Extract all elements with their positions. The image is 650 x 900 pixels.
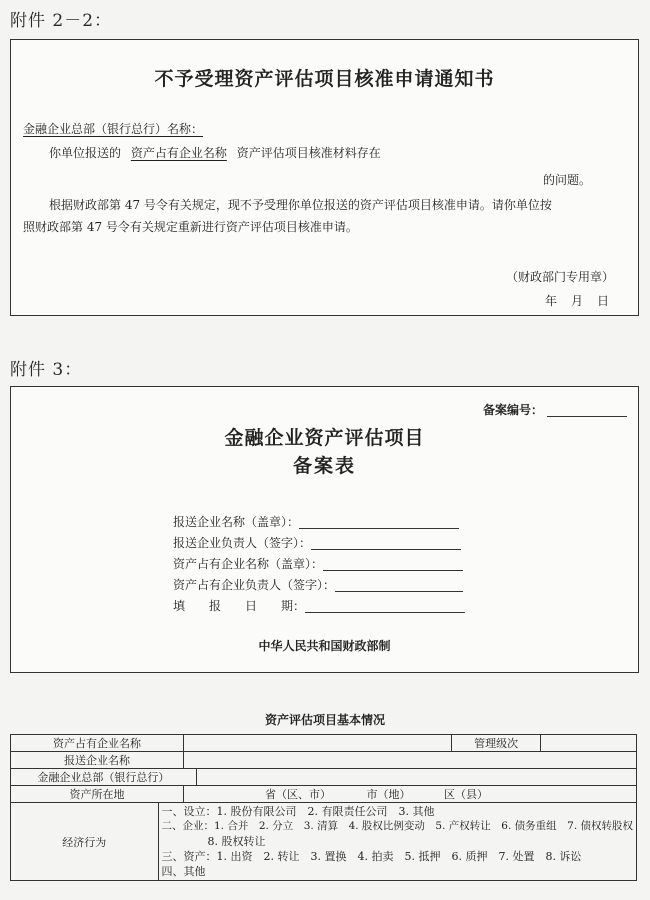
record-cover-box: [10, 386, 639, 673]
province-label: 省（区、市）: [265, 788, 331, 801]
issuer: 中华人民共和国财政部制: [258, 639, 391, 653]
county-label: 区（县）: [444, 788, 488, 801]
field-fill-date: [173, 599, 465, 613]
body-line-2: 的问题。: [543, 173, 592, 187]
hq-name-cell[interactable]: [196, 769, 636, 786]
field-submitter-name: [173, 515, 459, 529]
body-line-1-suffix: 资产评估项目核准材料存在: [236, 146, 381, 160]
field-label: 资产占有企业负责人（签字）：: [173, 578, 336, 592]
record-number: [483, 403, 627, 417]
row-label: 报送企业名称: [11, 752, 184, 769]
holder-name-cell[interactable]: [184, 735, 452, 752]
field-holder-head: [173, 578, 463, 592]
city-label: 市（地）: [366, 788, 411, 801]
body-para2-line1: 根据财政部第 47 号令有关规定，现不予受理你单位报送的资产评估项目核准申请。请你单位按: [49, 198, 552, 212]
field-label: 填 报 日 期：: [173, 599, 306, 613]
field-submitter-head: [173, 536, 461, 550]
official-seal-text: （财政部门专用章）: [506, 270, 615, 284]
row-label: 经济行为: [11, 803, 159, 881]
econ-line-other: 四、其他: [161, 865, 206, 878]
econ-line-setup: 一、设立：1. 股份有限公司 2. 有限责任公司 3. 其他: [161, 805, 435, 818]
notice-box: [10, 39, 639, 316]
field-label: 报送企业名称（盖章）：: [173, 515, 300, 529]
notice-title: 不予受理资产评估项目核准申请通知书: [154, 68, 495, 90]
field-label: 报送企业负责人（签字）：: [173, 536, 312, 550]
submitter-name-cell[interactable]: [184, 752, 637, 769]
record-title-line2: 备案表: [292, 455, 356, 477]
econ-line-asset: 三、资产：1. 出资 2. 转让 3. 置换 4. 拍卖 5. 抵押 6. 质押 7. 处置 8. 诉讼: [161, 850, 582, 863]
econ-line-enterprise-cont: 8. 股权转让: [207, 835, 266, 848]
field-holder-name: [173, 557, 463, 571]
record-number-label: 备案编号：: [483, 403, 544, 417]
body-line-1: [49, 146, 381, 160]
table-row: [11, 769, 637, 786]
econ-line-enterprise: 二、企业：1. 合并 2. 分立 3. 清算 4. 股权比例变动 5. 产权转让 6. 债务重组 7. 债权转股权: [161, 820, 633, 832]
field-label: 资产占有企业名称（盖章）：: [173, 557, 324, 571]
table-row: [11, 752, 637, 769]
mgmt-level-label: 管理级次: [451, 735, 540, 752]
row-label: 金融企业总部（银行总行）: [11, 769, 197, 786]
body-para2-line2: 照财政部第 47 号令有关规定重新进行资产评估项目核准申请。: [23, 220, 358, 234]
body-line-1-prefix: 你单位报送的: [49, 146, 122, 160]
basic-info-title: 资产评估项目基本情况: [264, 713, 385, 727]
mgmt-level-cell[interactable]: [541, 735, 637, 752]
table-row: [11, 735, 637, 752]
table-row: [11, 786, 637, 803]
field-line[interactable]: [335, 579, 463, 592]
attachment-3-label: 附件 3：: [10, 360, 83, 380]
addressee: 金融企业总部（银行总行）名称：: [23, 122, 204, 136]
field-line[interactable]: [311, 537, 461, 550]
record-number-line[interactable]: [547, 404, 627, 417]
location-cell[interactable]: [184, 786, 637, 803]
basic-info-table: [10, 734, 637, 881]
row-label: 资产占有企业名称: [11, 735, 184, 752]
record-title-line1: 金融企业资产评估项目: [224, 427, 425, 449]
attachment-2-2-label: 附件 2－2：: [10, 11, 113, 31]
field-line[interactable]: [305, 600, 465, 613]
field-line[interactable]: [299, 516, 459, 529]
econ-options-cell: [158, 803, 637, 881]
notice-date: 年 月 日: [545, 294, 611, 308]
field-line[interactable]: [323, 558, 463, 571]
enterprise-name-fill: 资产占有企业名称: [130, 146, 227, 160]
row-label: 资产所在地: [11, 786, 184, 803]
table-row: [11, 803, 637, 881]
